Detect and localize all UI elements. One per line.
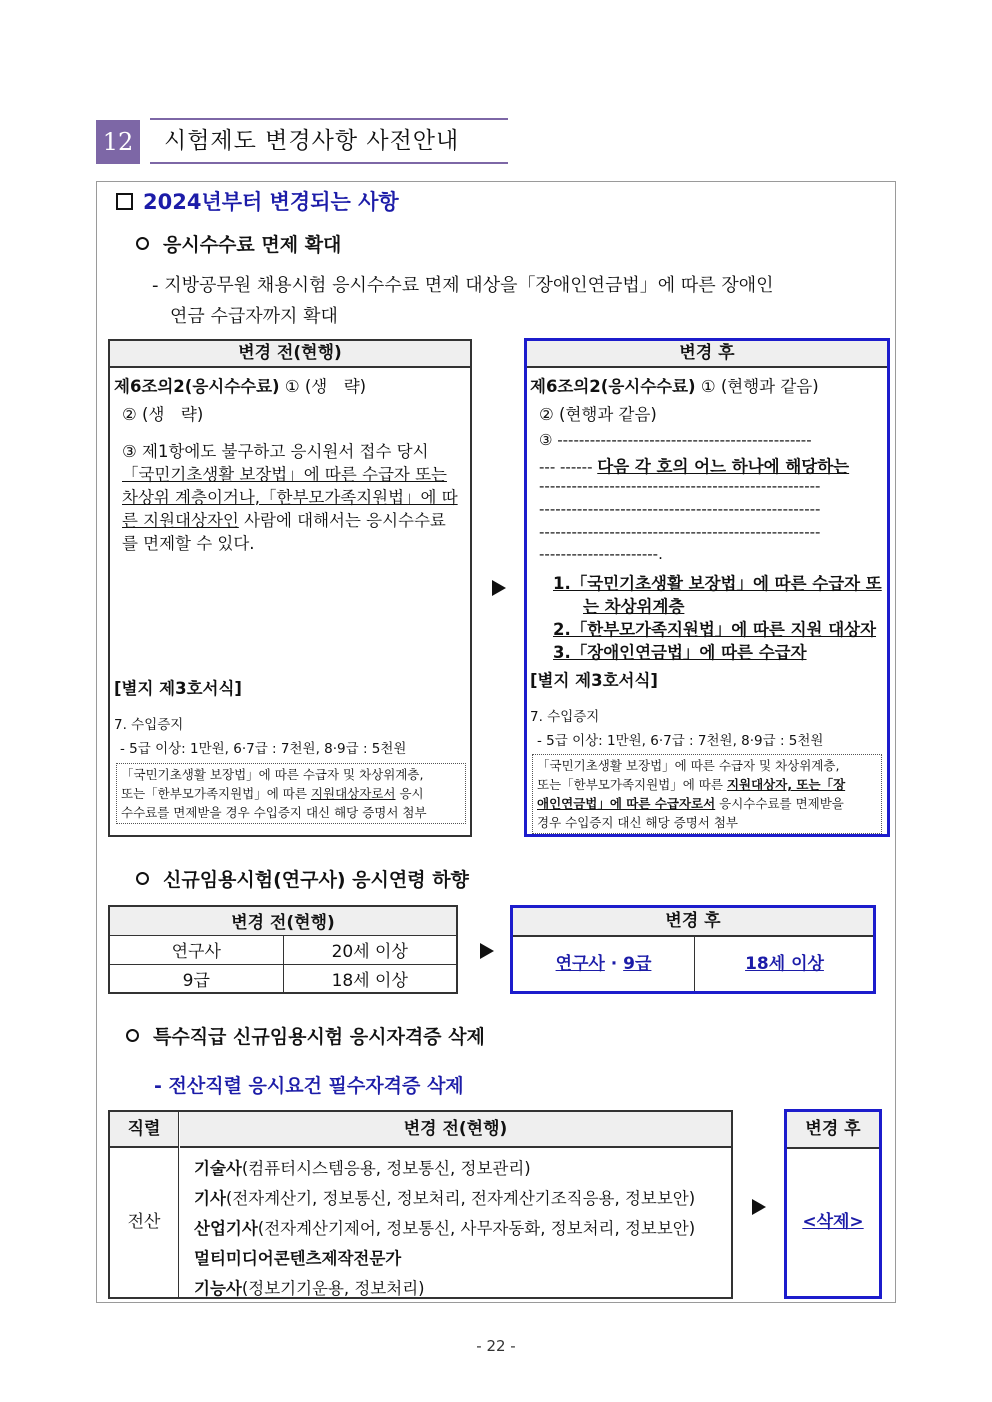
list-item	[194, 1274, 695, 1304]
page-number: - 22 -	[476, 1337, 516, 1355]
after-p2: ② (현행과 같음)	[539, 405, 657, 424]
age-after-age	[696, 937, 873, 991]
item3-sub: - 전산직렬 응시요건 필수자격증 삭제	[154, 1075, 464, 1097]
arrow-right-icon	[752, 1199, 766, 1215]
after-p3-line4: ----------------------------------------------------	[539, 500, 821, 518]
arrow-right-icon	[480, 943, 494, 959]
before-p3-line4	[122, 507, 446, 531]
circle-bullet-icon	[136, 237, 149, 250]
before-note-line2	[121, 784, 461, 803]
cert-name: 기사	[194, 1189, 226, 1208]
after-p3-line3: ----------------------------------------------------	[539, 477, 821, 495]
before-form-title: [별지 제3호서식]	[114, 679, 242, 698]
after-note	[532, 754, 882, 834]
after-list-item-1: 1.「국민기초생활 보장법」에 따른 수급자 또	[553, 574, 882, 593]
list-item	[194, 1214, 695, 1244]
before-note-line1: 「국민기초생활 보장법」에 따른 수급자 및 차상위계층,	[121, 767, 424, 782]
after-p3-line5: ----------------------------------------------------	[539, 523, 821, 541]
after-box	[524, 338, 890, 837]
after-list-item-2: 2.「한부모가족지원법」에 따른 지원 대상자	[553, 620, 877, 639]
after-list-item-1-cont: 는 차상위계층	[583, 597, 685, 616]
after-note-line3b: 응시수수료를 면제받을	[715, 796, 844, 811]
item1-heading-text: 응시수수료 면제 확대	[163, 234, 342, 256]
before-article	[114, 373, 366, 397]
item1-desc-line2: 연금 수급자까지 확대	[170, 306, 338, 327]
item1-desc-line1: - 지방공무원 채용시험 응시수수료 면제 대상을「장애인연금법」에 따른 장애인	[152, 275, 774, 296]
before-p3-line4-underlined: 른 지원대상자인	[122, 511, 239, 530]
table-row	[109, 935, 457, 964]
age-after-grade	[513, 937, 695, 991]
age-before-table	[108, 905, 458, 994]
before-p3-line2: 「국민기초생활 보장법」에 따른 수급자 또는	[122, 465, 447, 484]
list-item	[194, 1244, 695, 1274]
cert-name: 기능사	[194, 1279, 242, 1298]
circle-bullet-icon	[136, 872, 149, 885]
cert-col-before-header: 변경 전(현행)	[180, 1112, 731, 1148]
cert-col-job-header: 직렬	[110, 1112, 179, 1148]
before-article-title: 제6조의2(응시수수료)	[114, 377, 280, 396]
after-p3-line6: ----------------------.	[539, 545, 663, 563]
section-heading	[116, 186, 399, 216]
age-after-grade-b: 9급	[623, 954, 652, 974]
item3-heading-text: 특수직급 신규임용시험 응시자격증 삭제	[153, 1026, 485, 1048]
section-heading-text: 2024년부터 변경되는 사항	[143, 190, 399, 214]
after-stamp-fee: - 5급 이상: 1만원, 6·7급 : 7천원, 8·9급 : 5천원	[537, 733, 824, 749]
after-article-title: 제6조의2(응시수수료)	[530, 377, 696, 396]
age-before-grade: 9급	[109, 964, 283, 993]
after-p3-line2	[539, 453, 849, 477]
before-note	[116, 763, 466, 824]
after-article	[530, 373, 819, 397]
cert-job-cell: 전산	[110, 1148, 179, 1297]
age-after-grade-a: 연구사	[555, 954, 605, 974]
after-note-line3	[537, 794, 877, 813]
before-box	[108, 339, 472, 837]
after-stamp-title: 7. 수입증지	[530, 709, 600, 725]
cert-before-table	[108, 1110, 733, 1299]
after-note-line4: 경우 수입증지 대신 해당 증명서 첨부	[537, 815, 738, 830]
after-form-title: [별지 제3호서식]	[530, 671, 658, 690]
age-before-age: 20세 이상	[283, 935, 457, 964]
item3-heading	[126, 1022, 485, 1049]
cert-name: 기술사	[194, 1159, 242, 1178]
table-row	[109, 964, 457, 993]
checkbox-square-icon	[116, 193, 133, 210]
before-p3-line3: 차상위 계층이거나,「한부모가족지원법」에 따	[122, 488, 458, 507]
cert-fields: (정보기기운용, 정보처리)	[241, 1279, 425, 1298]
before-p3-line1: ③ 제1항에도 불구하고 응시원서 접수 당시	[122, 442, 429, 461]
before-p3-line5: 를 면제할 수 있다.	[122, 534, 255, 553]
arrow-right-icon	[492, 580, 506, 596]
before-p3-line4-rest: 사람에 대해서는 응시수수료	[238, 511, 446, 530]
age-before-header: 변경 전(현행)	[109, 906, 457, 935]
age-after-age-text: 18세 이상	[745, 954, 824, 974]
age-before-age: 18세 이상	[283, 964, 457, 993]
before-note-line3: 수수료를 면제받을 경우 수입증지 대신 해당 증명서 첨부	[121, 805, 427, 820]
before-stamp-fee: - 5급 이상: 1만원, 6·7급 : 7천원, 8·9급 : 5천원	[120, 741, 407, 757]
before-stamp-title: 7. 수입증지	[114, 717, 184, 733]
cert-list	[194, 1154, 695, 1304]
age-after-header: 변경 후	[513, 908, 873, 937]
item2-heading	[136, 865, 469, 892]
after-note-line3a: 애인연금법」에 따른 수급자로서	[537, 796, 716, 811]
before-note-line2b: 지원대상자로서	[310, 786, 396, 801]
list-item	[194, 1184, 695, 1214]
cert-after-value-text: <삭제>	[802, 1212, 864, 1232]
before-note-line2a: 또는「한부모가족지원법」에 따른	[121, 786, 311, 801]
after-p3-line2a: --- ------	[539, 458, 598, 476]
age-after-table	[510, 905, 876, 994]
after-p3-line1: ③ -----------------------------------------------	[539, 431, 812, 449]
list-item	[194, 1154, 695, 1184]
before-box-header: 변경 전(현행)	[110, 341, 470, 368]
cert-fields: (컴퓨터시스템응용, 정보통신, 정보관리)	[241, 1159, 531, 1178]
after-note-line2b: 지원대상자, 또는「장	[726, 777, 846, 792]
before-p2: ② (생 략)	[122, 405, 204, 424]
cert-after-table	[784, 1109, 882, 1299]
after-note-line1: 「국민기초생활 보장법」에 따른 수급자 및 차상위계층,	[537, 758, 840, 773]
age-before-grade: 연구사	[109, 935, 283, 964]
item2-heading-text: 신규임용시험(연구사) 응시연령 하향	[163, 869, 469, 891]
after-p3-line2b: 다음 각 호의 어느 하나에 해당하는	[597, 457, 850, 476]
after-article-p1: ① (현행과 같음)	[700, 377, 819, 396]
cert-after-header: 변경 후	[787, 1112, 879, 1149]
cert-after-value	[787, 1149, 879, 1296]
after-note-line2	[537, 775, 877, 794]
section-number: 12	[96, 120, 140, 164]
page-title: 시험제도 변경사항 사전안내	[150, 118, 508, 164]
circle-bullet-icon	[126, 1029, 139, 1042]
cert-name: 산업기사	[194, 1219, 258, 1238]
cert-fields: (전자계산기제어, 정보통신, 사무자동화, 정보처리, 정보보안)	[257, 1219, 696, 1238]
item1-heading	[136, 230, 341, 257]
age-after-grade-sep: ·	[604, 954, 624, 974]
cert-fields: (전자계산기, 정보통신, 정보처리, 전자계산기조직응용, 정보보안)	[225, 1189, 696, 1208]
before-article-p1: ① (생 략)	[284, 377, 367, 396]
cert-name: 멀티미디어콘텐츠제작전문가	[194, 1249, 402, 1268]
after-box-header: 변경 후	[527, 341, 887, 368]
before-note-line2c: 응시	[395, 786, 424, 801]
after-list-item-3: 3.「장애인연금법」에 따른 수급자	[553, 643, 807, 662]
after-note-line2a: 또는「한부모가족지원법」에 따른	[537, 777, 727, 792]
